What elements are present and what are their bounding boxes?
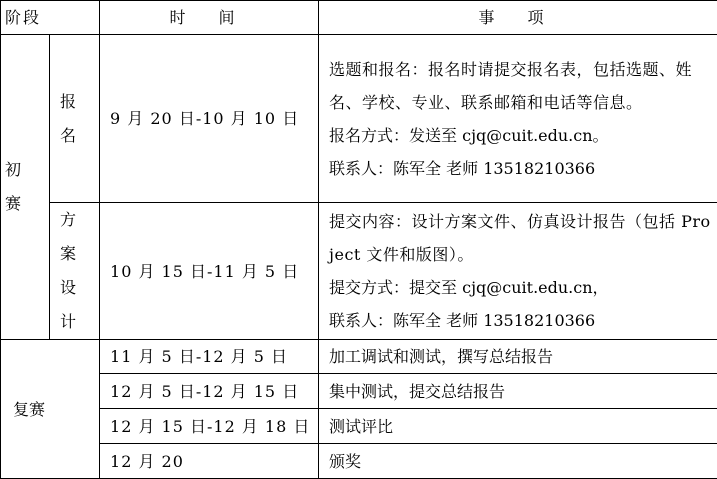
design-time: 10 月 15 日-11 月 5 日 bbox=[100, 203, 319, 340]
final-item: 颁奖 bbox=[319, 444, 717, 479]
registration-contact: 联系人：陈军全 老师 13518210366 bbox=[329, 152, 711, 185]
table-row bbox=[1, 203, 717, 340]
header-stage: 阶段 bbox=[1, 1, 100, 35]
final-time: 12 月 15 日-12 月 18 日 bbox=[100, 409, 319, 444]
final-item: 测试评比 bbox=[319, 409, 717, 444]
design-item bbox=[319, 203, 717, 340]
header-item: 事 项 bbox=[319, 1, 717, 35]
final-item: 加工调试和测试，撰写总结报告 bbox=[319, 340, 717, 374]
final-time: 12 月 20 bbox=[100, 444, 319, 479]
table-row bbox=[1, 374, 717, 409]
table-row bbox=[1, 444, 717, 479]
stage-final: 复赛 bbox=[1, 340, 100, 479]
stage-preliminary bbox=[1, 35, 50, 340]
final-time: 12 月 5 日-12 月 15 日 bbox=[100, 374, 319, 409]
header-row bbox=[1, 1, 717, 35]
registration-method: 报名方式：发送至 cjq@cuit.edu.cn。 bbox=[329, 119, 711, 152]
table-row bbox=[1, 409, 717, 444]
registration-item bbox=[319, 35, 717, 203]
substage-design-label: 方案设计 bbox=[60, 203, 76, 339]
substage-registration-label: 报名 bbox=[60, 85, 76, 153]
design-desc: 提交内容：设计方案文件、仿真设计报告（包括 Project 文件和版图）。 bbox=[329, 205, 711, 271]
final-item: 集中测试，提交总结报告 bbox=[319, 374, 717, 409]
registration-desc: 选题和报名：报名时请提交报名表，包括选题、姓名、学校、专业、联系邮箱和电话等信息。 bbox=[329, 53, 711, 119]
substage-design bbox=[50, 203, 100, 340]
registration-time: 9 月 20 日-10 月 10 日 bbox=[100, 35, 319, 203]
final-time: 11 月 5 日-12 月 5 日 bbox=[100, 340, 319, 374]
substage-registration bbox=[50, 35, 100, 203]
stage-preliminary-label: 初赛 bbox=[5, 153, 21, 221]
design-contact: 联系人：陈军全 老师 13518210366 bbox=[329, 304, 711, 337]
table-row bbox=[1, 340, 717, 374]
header-time: 时 间 bbox=[100, 1, 319, 35]
design-method: 提交方式：提交至 cjq@cuit.edu.cn， bbox=[329, 271, 711, 304]
table-row bbox=[1, 35, 717, 203]
